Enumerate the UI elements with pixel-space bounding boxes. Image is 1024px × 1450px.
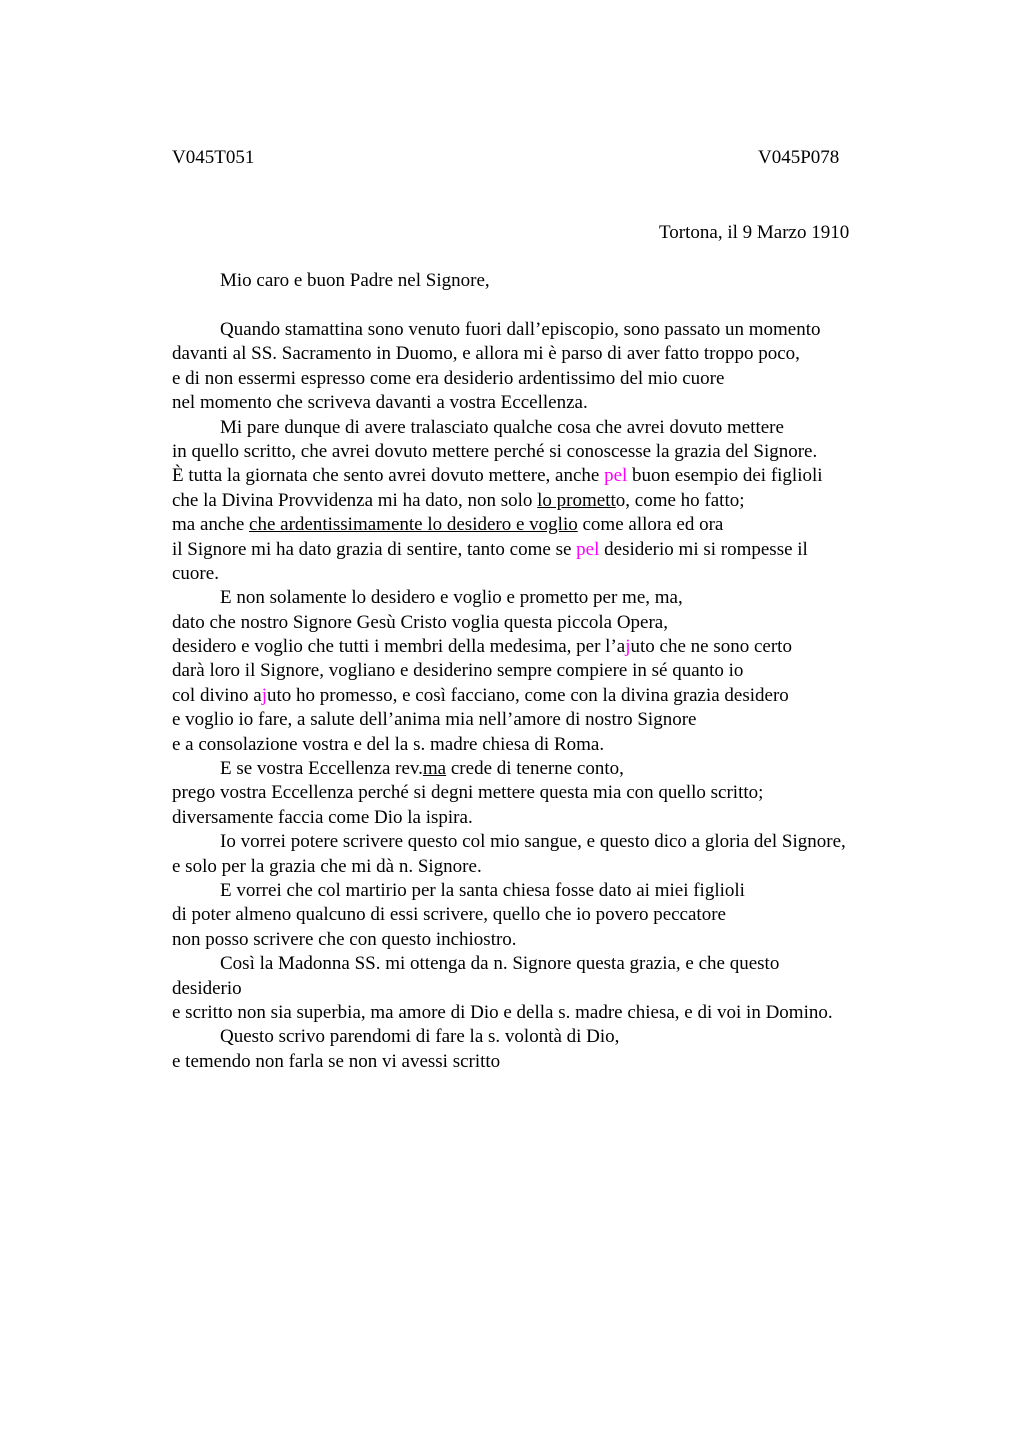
text-line bbox=[172, 635, 952, 659]
highlighted-letter: j bbox=[261, 684, 267, 706]
text-line: davanti al SS. Sacramento in Duomo, e allora mi è parso di aver fatto troppo poco, bbox=[172, 343, 800, 365]
highlighted-word: pel bbox=[576, 538, 600, 560]
text-run: o, come ho fatto; bbox=[615, 489, 745, 511]
text-line: cuore. bbox=[172, 562, 219, 584]
text-line: nel momento che scriveva davanti a vostra Eccellenza. bbox=[172, 392, 588, 414]
text-line: e solo per la grazia che mi dà n. Signore. bbox=[172, 855, 482, 877]
document-code-right: V045P078 bbox=[758, 147, 840, 168]
text-run: E se vostra Eccellenza rev. bbox=[220, 758, 423, 780]
text-line: E non solamente lo desidero e voglio e prometto per me, ma, bbox=[220, 587, 683, 609]
text-line: Quando stamattina sono venuto fuori dall’episcopio, sono passato un momento bbox=[220, 319, 821, 340]
text-line: desiderio bbox=[172, 977, 242, 999]
text-run: È tutta la giornata che sento avrei dovuto mettere, anche bbox=[172, 465, 605, 487]
text-line: di poter almeno qualcuno di essi scrivere, quello che io povero peccatore bbox=[172, 904, 726, 926]
text-line bbox=[172, 757, 952, 781]
text-line: in quello scritto, che avrei dovuto mettere perché si conoscesse la grazia del Signore. bbox=[172, 440, 818, 462]
text-run: desidero e voglio che tutti i membri della medesima, per l’a bbox=[172, 636, 626, 658]
letter-body bbox=[172, 318, 952, 1074]
document-code-left: V045T051 bbox=[172, 147, 255, 168]
text-line: Io vorrei potere scrivere questo col mio sangue, e questo dico a gloria del Signore, bbox=[220, 831, 846, 853]
text-line: dato che nostro Signore Gesù Cristo voglia questa piccola Opera, bbox=[172, 611, 668, 633]
text-line: prego vostra Eccellenza perché si degni mettere questa mia con quello scritto; bbox=[172, 782, 764, 804]
letter-date: Tortona, il 9 Marzo 1910 bbox=[659, 222, 850, 243]
underlined-abbreviation: ma bbox=[422, 758, 447, 780]
text-run: col divino a bbox=[172, 684, 262, 706]
letter-salutation: Mio caro e buon Padre nel Signore, bbox=[220, 270, 490, 291]
text-run: desiderio mi si rompesse il bbox=[599, 538, 808, 560]
text-run: uto ho promesso, e così facciano, come con la divina grazia desidero bbox=[266, 684, 789, 706]
text-run: buon esempio dei figlioli bbox=[627, 465, 823, 487]
text-line bbox=[172, 513, 952, 537]
underlined-phrase: che ardentissimamente lo desidero e voglio bbox=[249, 514, 578, 536]
text-run: che la Divina Provvidenza mi ha dato, non solo bbox=[172, 489, 538, 511]
text-line: e voglio io fare, a salute dell’anima mia nell’amore di nostro Signore bbox=[172, 709, 697, 731]
text-line: Mi pare dunque di avere tralasciato qualche cosa che avrei dovuto mettere bbox=[220, 416, 784, 438]
text-line: darà loro il Signore, vogliano e desiderino sempre compiere in sé quanto io bbox=[172, 660, 744, 682]
text-run: ma anche bbox=[172, 514, 250, 536]
text-line bbox=[172, 489, 952, 513]
text-line: e temendo non farla se non vi avessi scritto bbox=[172, 1050, 501, 1072]
text-line: E vorrei che col martirio per la santa chiesa fosse dato ai miei figlioli bbox=[220, 879, 745, 901]
underlined-phrase: lo promett bbox=[537, 489, 616, 511]
text-line: e di non essermi espresso come era desiderio ardentissimo del mio cuore bbox=[172, 367, 725, 389]
text-line: e a consolazione vostra e del la s. madre chiesa di Roma. bbox=[172, 733, 605, 755]
text-line bbox=[172, 538, 952, 562]
highlighted-word: pel bbox=[604, 465, 628, 487]
text-line: Così la Madonna SS. mi ottenga da n. Signore questa grazia, e che questo bbox=[220, 953, 780, 975]
text-run: crede di tenerne conto, bbox=[446, 758, 624, 780]
text-run: uto che ne sono certo bbox=[630, 636, 792, 658]
text-line: diversamente faccia come Dio la ispira. bbox=[172, 806, 473, 828]
text-line bbox=[172, 464, 952, 488]
text-line: non posso scrivere che con questo inchiostro. bbox=[172, 928, 517, 950]
text-line bbox=[172, 684, 952, 708]
text-line: e scritto non sia superbia, ma amore di Dio e della s. madre chiesa, e di voi in Domino. bbox=[172, 1001, 833, 1023]
text-line: Questo scrivo parendomi di fare la s. volontà di Dio, bbox=[220, 1026, 620, 1048]
text-run: il Signore mi ha dato grazia di sentire, tanto come se bbox=[172, 538, 577, 560]
text-run: come allora ed ora bbox=[577, 514, 724, 536]
highlighted-letter: j bbox=[625, 636, 631, 658]
